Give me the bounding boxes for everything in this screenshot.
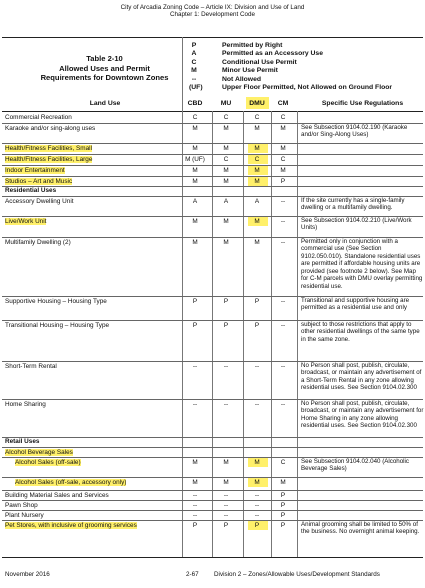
dmu-code: M: [254, 239, 260, 246]
cbd-code: --: [192, 512, 198, 519]
cbd-code: M: [192, 479, 198, 486]
land-use-cell: Karaoke and/or sing-along uses: [5, 125, 96, 132]
mu-code: P: [223, 522, 229, 529]
cm-code: --: [280, 298, 286, 305]
row-divider: [2, 490, 423, 491]
land-use-label: Alcohol Sales (off-sale, accessory only): [15, 479, 127, 486]
land-use-cell: [5, 178, 72, 186]
land-use-label: Health/Fitness Facilities, Small: [5, 145, 93, 152]
land-use-cell: Pawn Shop: [5, 502, 38, 509]
row-divider: [2, 437, 423, 438]
mu-code: M: [223, 239, 229, 246]
cbd-code: C: [192, 114, 198, 121]
row-divider: [2, 477, 423, 478]
key-code: C: [191, 58, 197, 66]
land-use-label: Health/Fitness Facilities, Large: [5, 156, 93, 163]
mu-code: --: [223, 401, 229, 408]
mu-code: --: [223, 492, 229, 499]
cbd-code: --: [192, 502, 198, 509]
cbd-code: M: [192, 167, 198, 174]
specific-use-regulation: No Person shall post, publish, circulate, broadcast, or maintain any advertisement for Home Sharing in any zone allowing residential uses. See Section 9104.02.300: [301, 400, 424, 430]
dmu-code: --: [254, 363, 260, 370]
cm-code: --: [280, 363, 286, 370]
specific-use-regulation: See Subsection 9104.02.040 (Alcoholic Beverage Sales): [301, 458, 410, 473]
land-use-cell: Multifamily Dwelling (2): [5, 239, 71, 246]
column-header-land-use: Land Use: [89, 100, 121, 107]
land-use-cell: Supportive Housing – Housing Type: [5, 298, 107, 305]
dmu-code: --: [254, 512, 260, 519]
land-use-cell: [5, 449, 73, 457]
specific-use-regulation: Transitional and supportive housing are permitted as a residential use and only: [301, 297, 410, 312]
cbd-code: M: [192, 178, 198, 185]
dmu-code: C: [254, 156, 260, 163]
land-use-cell: [5, 167, 65, 175]
cbd-code: M: [192, 218, 198, 225]
mu-code: P: [223, 298, 229, 305]
mu-code: M: [223, 218, 229, 225]
mu-code: M: [223, 167, 229, 174]
land-use-cell: Plant Nursery: [5, 512, 44, 519]
dmu-code: M: [254, 178, 260, 185]
header-line-1: City of Arcadia Zoning Code – Article IX: Division and Use of Land: [120, 4, 305, 11]
cbd-code: M: [192, 145, 198, 152]
cm-code: C: [280, 459, 286, 466]
dmu-code: M: [254, 218, 260, 225]
cbd-code: M: [192, 239, 198, 246]
land-use-cell: [15, 479, 126, 487]
cm-code: M: [280, 167, 286, 174]
land-use-cell: Transitional Housing – Housing Type: [5, 322, 110, 329]
cbd-code: P: [192, 322, 198, 329]
cm-code: M: [280, 479, 286, 486]
column-header-mu: MU: [220, 100, 232, 107]
row-divider: [2, 154, 423, 155]
land-use-label: Indoor Entertainment: [5, 167, 65, 174]
specific-use-regulation: Permitted only in conjunction with a commercial use (See Section 9102.050.010). Standalone residential uses are permitted if affordable housing units are provided (see footnote 2 below). See Map for C-M parcels with DMU overlay permitting residential use.: [301, 238, 423, 290]
cm-code: --: [280, 401, 286, 408]
dmu-code: M: [254, 167, 260, 174]
key-description: Conditional Use Permit: [222, 58, 297, 66]
land-use-cell: Accessory Dwelling Unit: [5, 198, 74, 205]
cm-code: P: [280, 492, 286, 499]
cbd-code: --: [192, 363, 198, 370]
footer-division: Division 2 – Zones/Allowable Uses/Development Standards: [214, 571, 380, 578]
dmu-code: A: [254, 198, 260, 205]
mu-code: P: [223, 322, 229, 329]
mu-code: --: [223, 502, 229, 509]
land-use-cell: [5, 218, 46, 226]
dmu-code: M: [254, 479, 260, 486]
footer-date: November 2016: [5, 571, 50, 578]
header-line-2: Chapter 1: Development Code: [169, 11, 256, 18]
cbd-code: P: [192, 522, 198, 529]
dmu-code: C: [254, 114, 260, 121]
specific-use-regulation: See Subsection 9104.02.210 (Live/Work Units): [301, 217, 412, 232]
cm-code: --: [280, 198, 286, 205]
mu-code: M: [223, 145, 229, 152]
key-code: M: [191, 67, 197, 75]
section-header: Retail Uses: [5, 438, 40, 445]
land-use-cell: [5, 522, 137, 530]
land-use-label: Studios – Art and Music: [5, 178, 73, 185]
cm-code: P: [280, 502, 286, 509]
key-code: A: [191, 50, 197, 58]
specific-use-regulation: If the site currently has a single-family dwelling or a multifamily dwelling.: [301, 197, 405, 212]
land-use-cell: Building Material Sales and Services: [5, 492, 109, 499]
mu-code: M: [223, 459, 229, 466]
land-use-cell: [5, 145, 92, 153]
land-use-cell: Short-Term Rental: [5, 363, 57, 370]
land-use-label: Alcohol Sales (off-sale): [15, 459, 81, 466]
cm-code: P: [280, 178, 286, 185]
mu-code: M: [223, 178, 229, 185]
cbd-code: P: [192, 298, 198, 305]
land-use-cell: [5, 156, 92, 164]
cm-code: P: [280, 512, 286, 519]
specific-use-regulation: Animal grooming shall be limited to 50% of the business. No overnight animal keeping.: [301, 521, 420, 536]
column-header-cm: CM: [277, 100, 289, 107]
cm-code: --: [280, 218, 286, 225]
cm-code: --: [280, 239, 286, 246]
cm-code: M: [280, 125, 286, 132]
table-bottom-rule: [2, 557, 423, 558]
cbd-code: M: [192, 125, 198, 132]
mu-code: M: [223, 125, 229, 132]
section-header: Residential Uses: [5, 187, 57, 194]
key-description: Permitted by Right: [222, 42, 283, 49]
dmu-code: M: [254, 125, 260, 132]
table-title-line: Requirements for Downtown Zones: [40, 73, 169, 82]
grid-line: [182, 37, 183, 557]
land-use-label: Alcohol Beverage Sales: [5, 449, 73, 456]
table-top-rule: [2, 37, 423, 38]
mu-code: --: [223, 363, 229, 370]
row-divider: [2, 165, 423, 166]
mu-code: C: [223, 156, 229, 163]
specific-use-regulation: subject to those restrictions that apply to other residential dwellings of the same type in the same zone.: [301, 321, 420, 343]
dmu-code: M: [254, 145, 260, 152]
table-title-line: Table 2-10: [86, 54, 123, 63]
dmu-code: --: [254, 492, 260, 499]
dmu-code: --: [254, 502, 260, 509]
row-divider: [2, 500, 423, 501]
key-description: Minor Use Permit: [222, 67, 278, 75]
column-header-dmu: DMU: [249, 100, 265, 107]
row-divider: [2, 447, 423, 448]
cbd-code: --: [192, 492, 198, 499]
mu-code: A: [223, 198, 229, 205]
dmu-code: P: [254, 298, 260, 305]
permit-key-descriptions: [222, 42, 392, 92]
dmu-code: P: [254, 322, 260, 329]
table-title: [32, 54, 177, 83]
cbd-code: M: [192, 459, 198, 466]
table-title-line: Allowed Uses and Permit: [59, 63, 150, 73]
dmu-code: --: [254, 401, 260, 408]
dmu-code: M: [254, 459, 260, 466]
cm-code: P: [280, 522, 286, 529]
mu-code: C: [223, 114, 229, 121]
column-header-cbd: CBD: [187, 100, 203, 107]
cm-code: C: [280, 114, 286, 121]
row-divider: [2, 186, 423, 187]
cm-code: C: [280, 156, 286, 163]
specific-use-regulation: No Person shall post, publish, circulate, broadcast, or maintain any advertisement of a Short-Term Rental in any zone allowing residential uses. See Section 9104.02.300: [301, 362, 422, 392]
specific-use-regulation: See Subsection 9104.02.190 (Karaoke and/or Sing-Along Uses): [301, 124, 408, 139]
key-code: --: [191, 75, 197, 83]
land-use-cell: [15, 459, 81, 467]
row-divider: [2, 176, 423, 177]
cm-code: --: [280, 322, 286, 329]
dmu-code: P: [254, 522, 260, 529]
key-code: (UF): [189, 84, 203, 92]
land-use-label: Pet Stores, with inclusive of grooming services: [5, 522, 137, 529]
cbd-code: M (UF): [185, 156, 205, 163]
cbd-code: --: [192, 401, 198, 408]
land-use-cell: Home Sharing: [5, 401, 46, 408]
column-header-specific-use-regulations: Specific Use Regulations: [321, 100, 404, 107]
cbd-code: A: [192, 198, 198, 205]
land-use-label: Live/Work Unit: [5, 218, 47, 225]
key-code: P: [191, 42, 197, 49]
permit-key-codes: [189, 42, 203, 92]
key-description: Upper Floor Permitted, Not Allowed on Ground Floor: [222, 84, 393, 92]
row-divider: [2, 510, 423, 511]
key-description: Not Allowed: [222, 75, 262, 83]
land-use-cell: Commercial Recreation: [5, 114, 72, 121]
cm-code: M: [280, 145, 286, 152]
footer-page-number: 2-67: [186, 571, 199, 578]
key-description: Permitted as an Accessory Use: [222, 50, 323, 58]
mu-code: M: [223, 479, 229, 486]
row-divider: [2, 143, 423, 144]
mu-code: --: [223, 512, 229, 519]
